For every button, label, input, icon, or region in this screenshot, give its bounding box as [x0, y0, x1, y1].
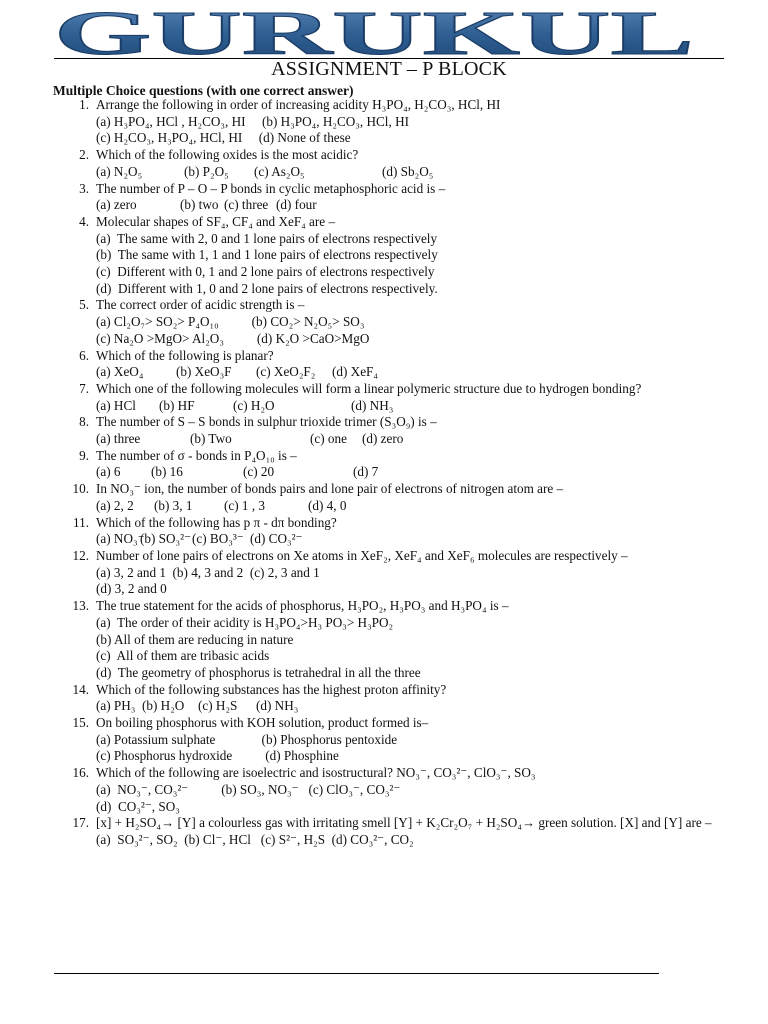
question-text: Molecular shapes of SF₄, CF₄ and XeF₄ are –: [96, 213, 336, 229]
answer-option: (c) BO₃³⁻: [192, 531, 244, 547]
answer-option: (d) zero: [362, 431, 404, 447]
question-item: [53, 448, 725, 481]
logo-graphic: [52, 6, 697, 58]
option-row: [96, 197, 725, 214]
question-item: [53, 348, 725, 381]
answer-option: (d) 7: [353, 464, 379, 480]
question-text: [x] + H₂SO₄→ [Y] a colourless gas with irritating smell [Y] + K₂Cr₂O₇ + H₂SO₄→ green solution. [X] and [Y] are –: [96, 815, 712, 831]
question-item: [53, 297, 725, 347]
question-item: [53, 815, 725, 848]
option-row: [96, 464, 725, 481]
answer-option-line: (c) Na₂O >MgO> Al₂O₃ (d) K₂O >CaO>MgO: [96, 330, 370, 346]
answer-option-line: (d) Different with 1, 0 and 2 lone pairs of electrons respectively.: [96, 280, 438, 296]
question-item: [53, 481, 725, 514]
question-text: In NO₃⁻ ion, the number of bonds pairs and lone pair of electrons of nitrogen atom are –: [96, 481, 564, 497]
question-text: Arrange the following in order of increasing acidity H₃PO₄, H₂CO₃, HCl, HI: [96, 97, 501, 112]
question-number: 16.: [72, 765, 89, 781]
question-text: Number of lone pairs of electrons on Xe atoms in XeF₂, XeF₄ and XeF₆ molecules are respectively –: [96, 547, 628, 563]
question-item: [53, 381, 725, 414]
svg-text:GURUKUL: GURUKUL: [54, 6, 695, 58]
answer-option-line: (c) Different with 0, 1 and 2 lone pairs of electrons respectively: [96, 264, 435, 280]
question-text: Which of the following oxides is the most acidic?: [96, 147, 359, 163]
question-item: [53, 765, 725, 815]
answer-option-line: (d) CO₃²⁻, SO₃: [96, 798, 180, 814]
answer-option: (a) NO₃⁻: [96, 531, 145, 547]
answer-option-line: (c) Phosphorus hydroxide (d) Phosphine: [96, 748, 339, 764]
option-row: [96, 531, 725, 548]
answer-option-line: (b) The same with 1, 1 and 1 lone pairs of electrons respectively: [96, 247, 438, 263]
answer-option-line: (a) H₃PO₄, HCl , H₂CO₃, HI (b) H₃PO₄, H₂CO₃, HCl, HI: [96, 113, 409, 129]
page-title: ASSIGNMENT – P BLOCK: [271, 58, 507, 80]
option-row: [96, 398, 725, 415]
answer-option: (d) Sb₂O₅: [382, 163, 434, 179]
option-row: [96, 164, 725, 181]
question-number: 1.: [79, 97, 89, 112]
answer-option: (a) PH₃: [96, 698, 136, 714]
answer-option: (a) N₂O₅: [96, 163, 143, 179]
question-text: The number of σ - bonds in P₄O₁₀ is –: [96, 447, 297, 463]
answer-option: (c) three: [224, 197, 269, 213]
question-number: 2.: [79, 147, 89, 163]
answer-option: (b) SO₃²⁻: [140, 531, 192, 547]
question-number: 12.: [72, 547, 89, 563]
question-number: 7.: [79, 380, 89, 396]
answer-option: (a) HCl: [96, 397, 136, 413]
answer-option: (b) 16: [151, 464, 183, 480]
answer-option-line: (a) Potassium sulphate (b) Phosphorus pentoxide: [96, 731, 398, 747]
question-number: 8.: [79, 414, 89, 430]
answer-option: (b) two: [180, 197, 219, 213]
answer-option-line: (a) 3, 2 and 1 (b) 4, 3 and 2 (c) 2, 3 and 1: [96, 564, 320, 580]
question-item: [53, 548, 725, 598]
question-item: [53, 181, 725, 214]
answer-option: (a) zero: [96, 197, 137, 213]
answer-option: (c) 1 , 3: [224, 497, 266, 513]
answer-option: (b) HF: [159, 397, 195, 413]
question-number: 15.: [72, 715, 89, 731]
question-text: Which of the following has p π - dπ bonding?: [96, 514, 337, 530]
answer-option: (b) Two: [190, 431, 232, 447]
answer-option: (d) NH₃: [351, 397, 394, 413]
question-list: [53, 97, 725, 849]
question-number: 9.: [79, 447, 89, 463]
answer-option: (d) CO₃²⁻: [250, 531, 303, 547]
answer-option-line: (a) The order of their acidity is H₃PO₄>H₃ PO₃> H₃PO₂: [96, 614, 394, 630]
question-text: Which of the following is planar?: [96, 347, 274, 363]
question-text: Which of the following substances has the highest proton affinity?: [96, 681, 447, 697]
question-text: The number of S – S bonds in sulphur trioxide trimer (S₃O₉) is –: [96, 414, 437, 430]
answer-option-line: (a) NO₃⁻, CO₃²⁻ (b) SO₃, NO₃⁻ (c) ClO₃⁻, CO₃²⁻: [96, 781, 401, 797]
question-number: 3.: [79, 180, 89, 196]
answer-option-line: (a) Cl₂O₇> SO₂> P₄O₁₀ (b) CO₂> N₂O₅> SO₃: [96, 314, 365, 330]
answer-option: (c) H₂S: [198, 698, 238, 714]
answer-option: (d) NH₃: [256, 698, 299, 714]
question-item: [53, 147, 725, 180]
question-text: On boiling phosphorus with KOH solution, product formed is–: [96, 715, 429, 731]
answer-option-line: (a) The same with 2, 0 and 1 lone pairs of electrons respectively: [96, 230, 438, 246]
answer-option-line: (d) 3, 2 and 0: [96, 581, 167, 597]
question-number: 4.: [79, 213, 89, 229]
answer-option: (b) P₂O₅: [184, 163, 229, 179]
answer-option: (b) XeO₃F: [176, 364, 232, 380]
answer-option-line: (c) All of them are tribasic acids: [96, 648, 270, 664]
question-text: The number of P – O – P bonds in cyclic metaphosphoric acid is –: [96, 180, 446, 196]
section-heading: Multiple Choice questions (with one correct answer): [53, 83, 354, 98]
answer-option: (a) 2, 2: [96, 497, 134, 513]
question-number: 6.: [79, 347, 89, 363]
question-number: 13.: [72, 598, 89, 614]
question-item: [53, 414, 725, 447]
answer-option: (b) 3, 1: [154, 497, 193, 513]
answer-option-line: (d) The geometry of phosphorus is tetrahedral in all the three: [96, 664, 421, 680]
answer-option: (c) one: [310, 431, 347, 447]
question-number: 11.: [73, 514, 89, 530]
question-item: [53, 515, 725, 548]
question-item: [53, 97, 725, 147]
question-text: The correct order of acidic strength is –: [96, 297, 305, 313]
question-item: [53, 214, 725, 298]
question-text: Which of the following are isoelectric and isostructural? NO₃⁻, CO₃²⁻, ClO₃⁻, SO₃: [96, 765, 536, 781]
question-text: Which one of the following molecules will form a linear polymeric structure due to hydrogen bonding?: [96, 380, 642, 396]
question-item: [53, 598, 725, 682]
question-number: 17.: [72, 815, 89, 831]
answer-option: (d) four: [276, 197, 317, 213]
answer-option: (c) XeO₂F₂: [256, 364, 316, 380]
answer-option: (a) three: [96, 431, 141, 447]
footer-rule: [54, 973, 659, 974]
option-row: [96, 431, 725, 448]
question-item: [53, 715, 725, 765]
answer-option: (c) As₂O₅: [254, 163, 305, 179]
answer-option: (d) 4, 0: [308, 497, 347, 513]
answer-option: (b) H₂O: [142, 698, 185, 714]
question-number: 10.: [72, 481, 89, 497]
question-number: 14.: [72, 681, 89, 697]
question-text: The true statement for the acids of phosphorus, H₃PO₂, H₃PO₃ and H₃PO₄ is –: [96, 598, 509, 614]
answer-option-line: (b) All of them are reducing in nature: [96, 631, 294, 647]
question-item: [53, 682, 725, 715]
question-number: 5.: [79, 297, 89, 313]
answer-option-line: (c) H₂CO₃, H₃PO₄, HCl, HI (d) None of these: [96, 130, 351, 146]
answer-option: (d) XeF₄: [332, 364, 378, 380]
option-row: [96, 498, 725, 515]
answer-option-line: (a) SO₃²⁻, SO₂ (b) Cl⁻, HCl (c) S²⁻, H₂S (d) CO₃²⁻, CO₂: [96, 831, 414, 847]
option-row: [96, 364, 725, 381]
answer-option: (c) H₂O: [233, 397, 275, 413]
answer-option: (c) 20: [243, 464, 275, 480]
option-row: [96, 698, 725, 715]
gurukul-logo: [52, 6, 697, 58]
answer-option: (a) XeO₄: [96, 364, 144, 380]
answer-option: (a) 6: [96, 464, 121, 480]
